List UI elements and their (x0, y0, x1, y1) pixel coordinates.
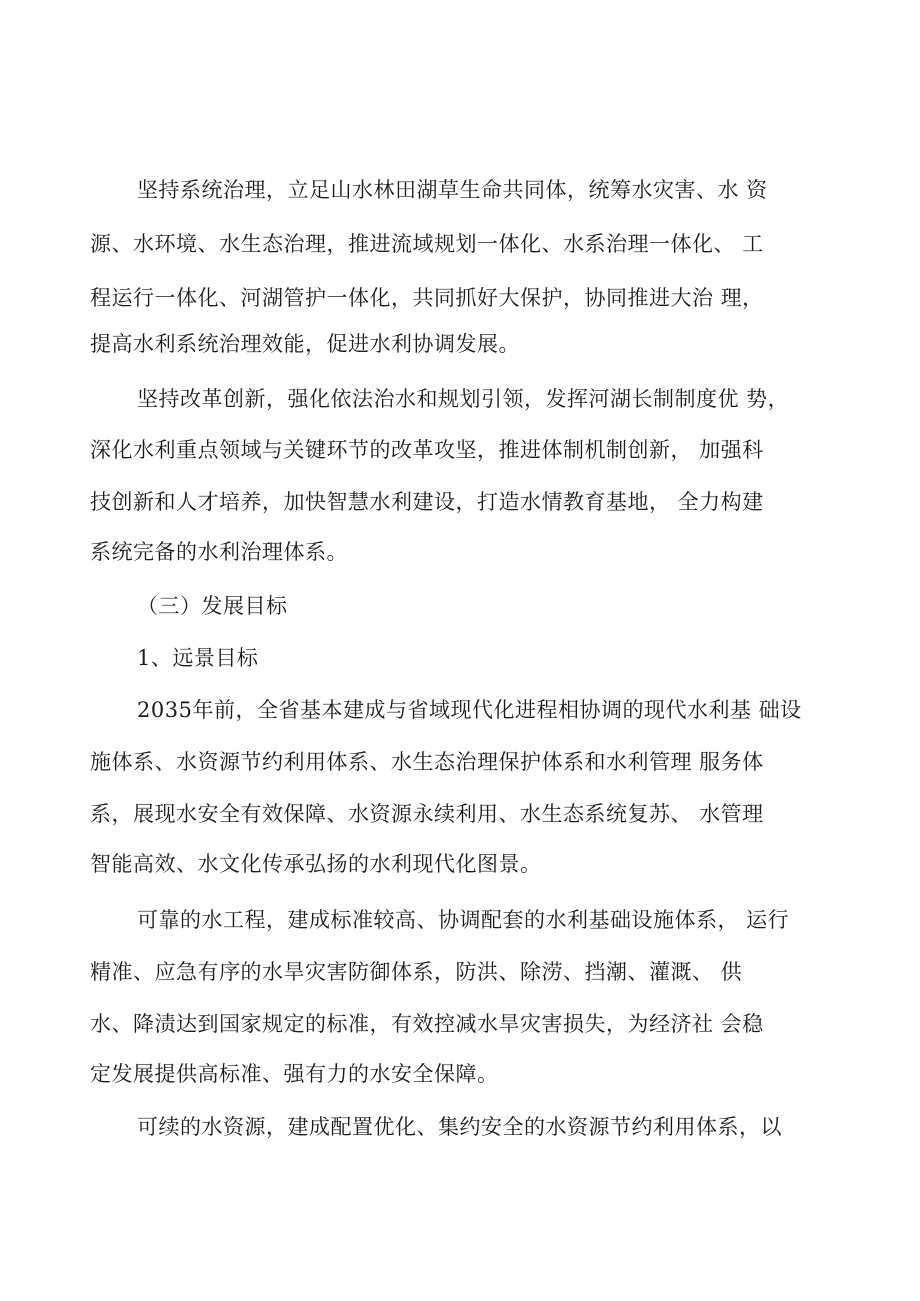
paragraph-1-line-2: 源、水环境、水生态治理，推进流域规划一体化、水系治理一体化、 工 (90, 232, 764, 256)
paragraph-4-line-4: 定发展提供高标准、强有力的水安全保障。 (90, 1062, 499, 1086)
paragraph-3-line-4: 智能高效、水文化传承弘扬的水利现代化图景。 (90, 852, 542, 876)
paragraph-1-line-4: 提高水利系统治理效能，促进水利协调发展。 (90, 332, 520, 356)
paragraph-2-line-2: 深化水利重点领域与关键环节的改革攻坚，推进体制机制创新， 加强科 (90, 438, 764, 462)
paragraph-2-line-1: 坚持改革创新，强化依法治水和规划引领，发挥河湖长制制度优 势， (137, 387, 790, 411)
paragraph-4-line-1: 可靠的水工程，建成标准较高、协调配套的水利基础设施体系， 运行 (137, 908, 790, 932)
paragraph-1-line-3: 程运行一体化、河湖管护一体化，共同抓好大保护，协同推进大治 理， (90, 286, 764, 310)
section-heading: （三）发展目标 (137, 594, 288, 618)
paragraph-2-line-4: 系统完备的水利治理体系。 (90, 540, 348, 564)
paragraph-3-line-2: 施体系、水资源节约利用体系、水生态治理保护体系和水利管理 服务体 (90, 750, 764, 774)
paragraph-5-line-1: 可续的水资源，建成配置优化、集约安全的水资源节约利用体系，以 (137, 1115, 782, 1139)
paragraph-3-line-3: 系，展现水安全有效保障、水资源永续利用、水生态系统复苏、 水管理 (90, 802, 764, 826)
paragraph-4-line-3: 水、降渍达到国家规定的标准，有效控减水旱灾害损失，为经济社 会稳 (90, 1012, 764, 1036)
paragraph-4-line-2: 精准、应急有序的水旱灾害防御体系，防洪、除涝、挡潮、灌溉、 供 (90, 960, 743, 984)
subheading: 1、远景目标 (137, 646, 259, 670)
paragraph-3-line-1: 2035年前，全省基本建成与省域现代化进程相协调的现代水利基 础设 (137, 698, 802, 722)
paragraph-2-line-3: 技创新和人才培养，加快智慧水利建设，打造水情教育基地， 全力构建 (90, 490, 764, 514)
paragraph-1-line-1: 坚持系统治理，立足山水林田湖草生命共同体，统筹水灾害、水 资 (137, 178, 768, 202)
